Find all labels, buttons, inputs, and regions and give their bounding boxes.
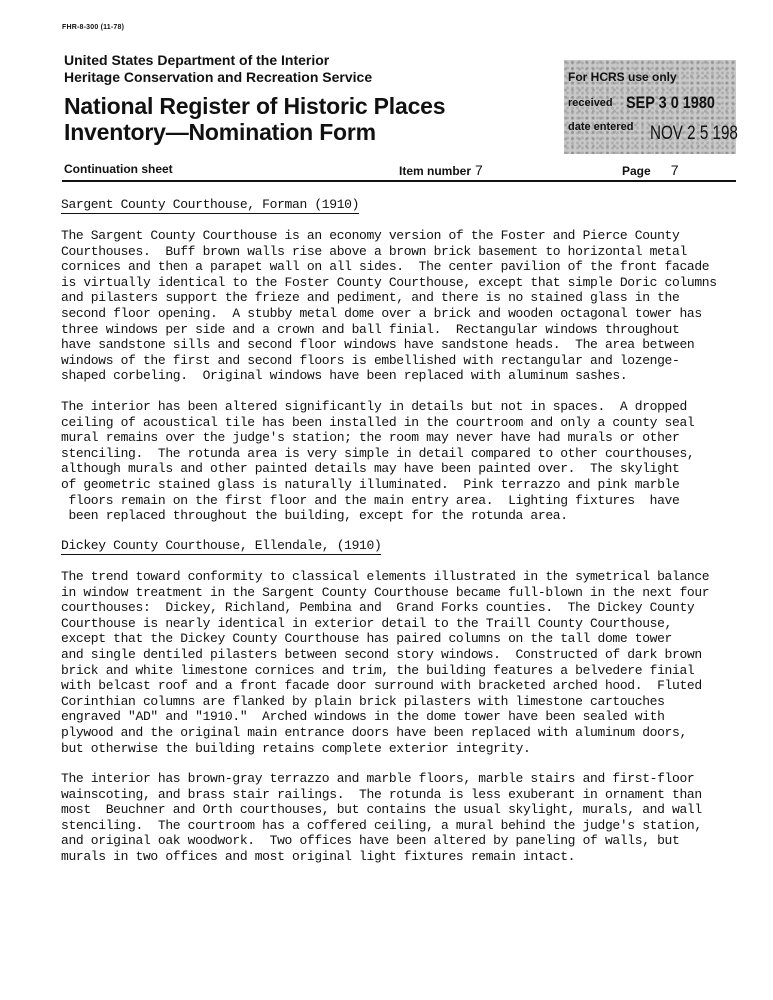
item-number [399,162,483,178]
paragraph-dickey-exterior: The trend toward conformity to classical elements illustrated in the symetrical balance in window treatment in the Sargent County Courthouse became full-blown in the next four courthouses: Dickey, Richland, Pembina and Grand Forks counties. The Dickey County Courthouse is nearly identical in exterior detail to the Traill County Courthouse, except that the Dickey County Courthouse has paired columns on the tall dome tower and single dentiled pilasters between second story windows. Constructed of dark brown brick and white limestone cornices and trim, the building features a belvedere finial with belcast roof and a front facade door surround with bracketed arched hood. Fluted Corinthian columns are flanked by plain brick pilasters with limestone cartouches engraved "AD" and "1910." Arched windows in the dome tower have been sealed with plywood and the original main entrance doors have been replaced with aluminum doors, but otherwise the building retains complete exterior integrity. [61,569,710,756]
header-divider [62,180,736,182]
agency-line-1: United States Department of the Interior [64,52,330,68]
form-title-line-2: Inventory—Nomination Form [64,119,376,145]
agency-header [64,52,372,86]
page-label: Page [622,164,651,178]
stamp-header: For HCRS use only [568,70,677,84]
section-heading-sargent: Sargent County Courthouse, Forman (1910) [61,197,360,212]
paragraph-sargent-exterior: The Sargent County Courthouse is an economy version of the Foster and Pierce County Courthouses. Buff brown walls rise above a brown brick basement to horizontal metal cornices and then a parapet wall on all sides. The center pavilion of the front facade is virtually identical to the Foster County Courthouse, except that simple Doric columns and pilasters support the frieze and pediment, and there is no stained glass in the second floor opening. A stubby metal dome over a brick and wooden octagonal tower has three windows per side and a crown and ball finial. Rectangular windows throughout have sandstone sills and second floor windows have sandstone heads. The area between windows of the first and second floors is embellished with rectangular and lozenge- shaped corbeling. Original windows have been replaced with aluminum sashes. [61,228,717,384]
continuation-sheet-label: Continuation sheet [64,162,173,176]
agency-line-2: Heritage Conservation and Recreation Service [64,69,373,85]
page-number [622,162,678,178]
form-title-line-1: National Register of Historic Places [64,93,446,119]
item-number-value: 7 [475,162,483,178]
received-date-stamp: SEP 3 0 1980 [626,93,715,112]
form-title [64,93,445,145]
received-label: received [568,97,613,109]
item-number-label: Item number [399,164,472,178]
section-heading-dickey: Dickey County Courthouse, Ellendale, (1910) [61,538,382,553]
date-entered-label: date entered [568,121,634,133]
hcrs-use-stamp [564,60,736,154]
date-entered-stamp: NOV 2 5 198 [650,123,738,144]
paragraph-sargent-interior: The interior has been altered significantly in details but not in spaces. A dropped ceiling of acoustical tile has been installed in the courtroom and only a county seal mural remains over the judge's station; the room may never have had murals or other stenciling. The rotunda area is very simple in detail compared to other courthouses, although murals and other painted details may have been painted over. The skylight of geometric stained glass is naturally illuminated. Pink terrazzo and pink marble floors remain on the first floor and the main entry area. Lighting fixtures have been replaced throughout the building, except for the rotunda area. [61,399,695,524]
form-code: FHR-8-300 (11-78) [62,24,125,31]
page-number-value: 7 [670,162,679,178]
paragraph-dickey-interior: The interior has brown-gray terrazzo and marble floors, marble stairs and first-floor wainscoting, and brass stair railings. The rotunda is less exuberant in ornament than most Beuchner and Orth courthouses, but contains the usual skylight, murals, and wall stenciling. The courtroom has a coffered ceiling, a mural behind the judge's station, and original oak woodwork. Two offices have been altered by paneling of walls, but murals in two offices and most original light fixtures remain intact. [61,771,702,864]
